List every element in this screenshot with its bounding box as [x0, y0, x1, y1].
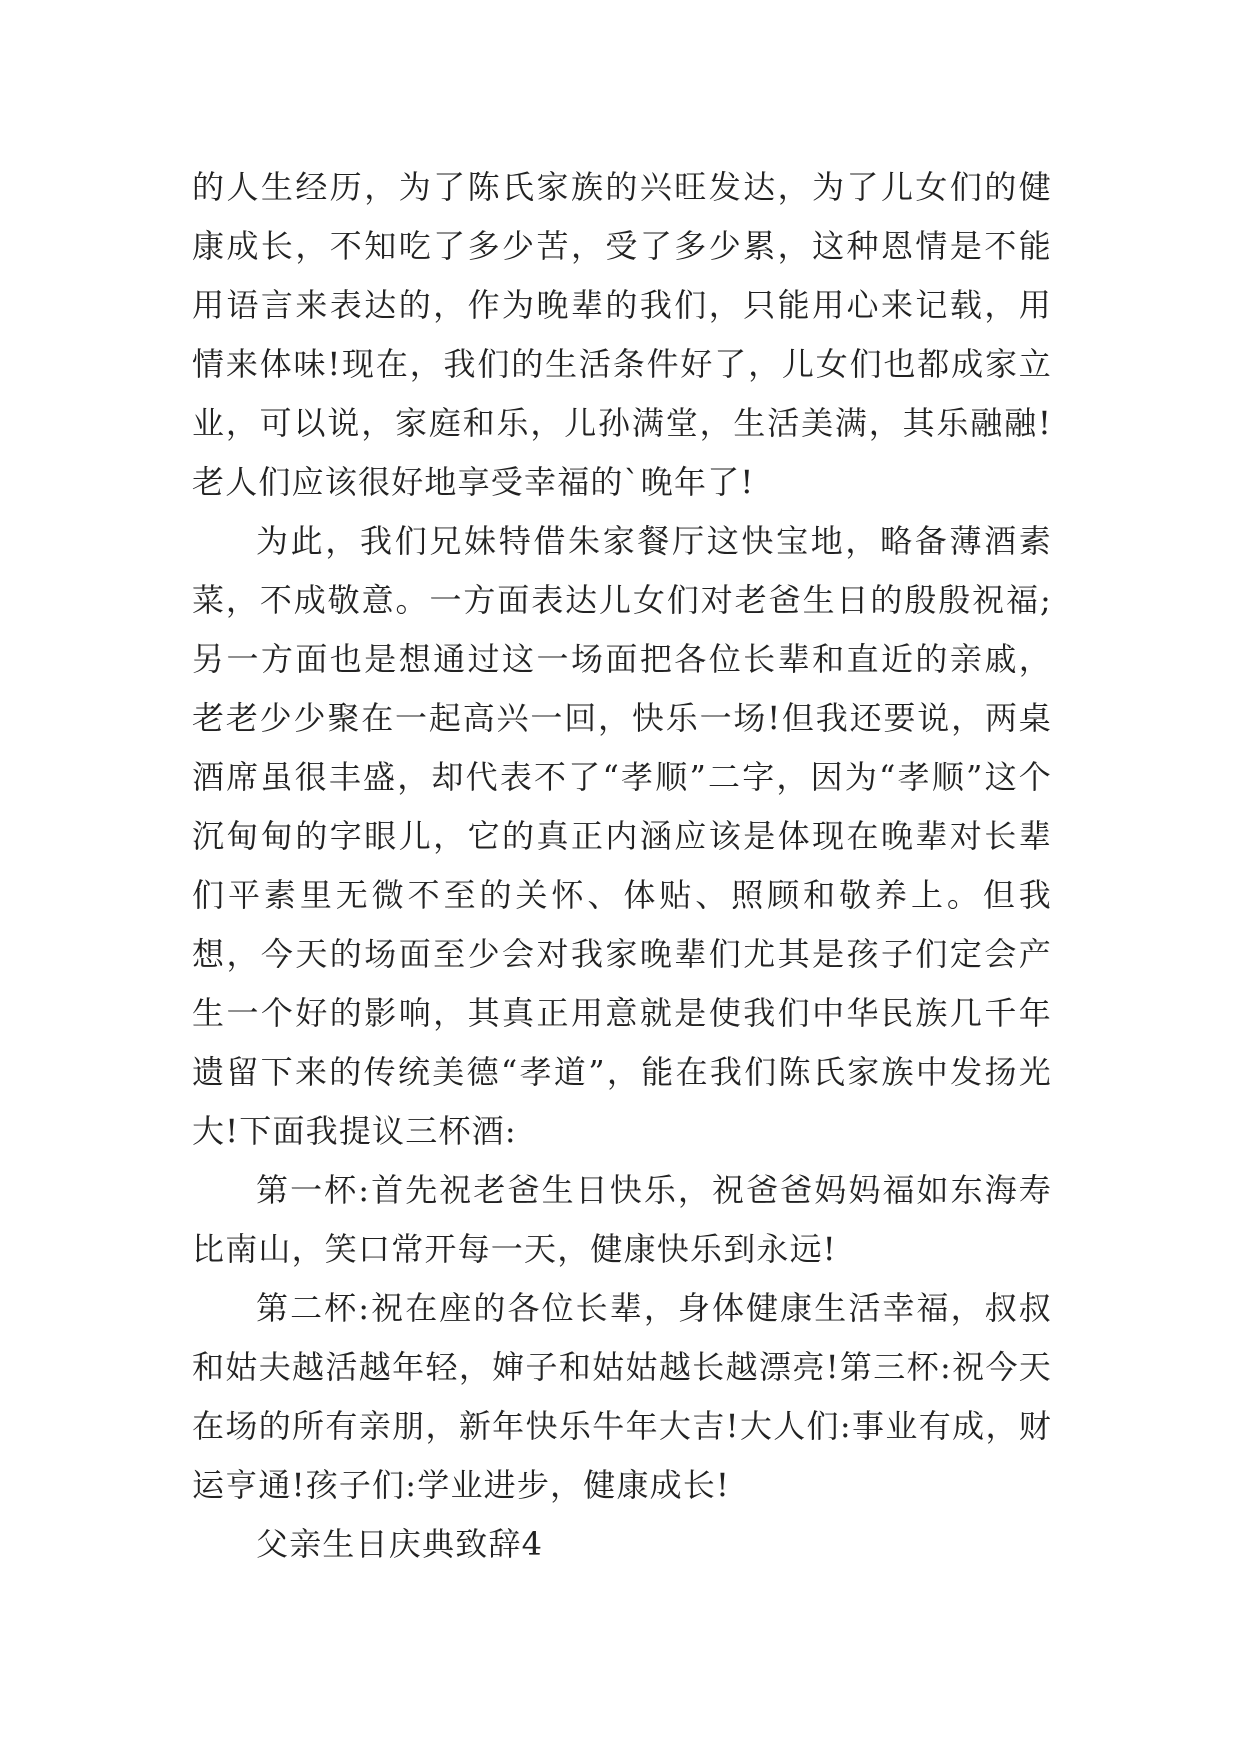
- paragraph-4: 第二杯:祝在座的各位长辈，身体健康生活幸福，叔叔和姑夫越活越年轻，婶子和姑姑越长越漂亮!第三杯:祝今天在场的所有亲朋，新年快乐牛年大吉!大人们:事业有成，财运亨通!孩子们:学业进步，健康成长!: [192, 1289, 1052, 1504]
- paragraph-3: 第一杯:首先祝老爸生日快乐，祝爸爸妈妈福如东海寿比南山，笑口常开每一天，健康快乐到永远!: [192, 1171, 1052, 1268]
- document-page: [192, 158, 1052, 1574]
- paragraph-2: 为此，我们兄妹特借朱家餐厅这快宝地，略备薄酒素菜，不成敬意。一方面表达儿女们对老爸生日的殷殷祝福;另一方面也是想通过这一场面把各位长辈和直近的亲戚，老老少少聚在一起高兴一回，快乐一场!但我还要说，两桌酒席虽很丰盛，却代表不了“孝顺”二字，因为“孝顺”这个沉甸甸的字眼儿，它的真正内涵应该是体现在晚辈对长辈们平素里无微不至的关怀、体贴、照顾和敬养上。但我想，今天的场面至少会对我家晚辈们尤其是孩子们定会产生一个好的影响，其真正用意就是使我们中华民族几千年遗留下来的传统美德“孝道”，能在我们陈氏家族中发扬光大!下面我提议三杯酒:: [192, 522, 1052, 1150]
- section-heading: 父亲生日庆典致辞4: [256, 1525, 544, 1563]
- paragraph-1: 的人生经历，为了陈氏家族的兴旺发达，为了儿女们的健康成长，不知吃了多少苦，受了多少累，这种恩情是不能用语言来表达的，作为晚辈的我们，只能用心来记载，用情来体味!现在，我们的生活条件好了，儿女们也都成家立业，可以说，家庭和乐，儿孙满堂，生活美满，其乐融融!老人们应该很好地享受幸福的`晚年了!: [192, 168, 1052, 501]
